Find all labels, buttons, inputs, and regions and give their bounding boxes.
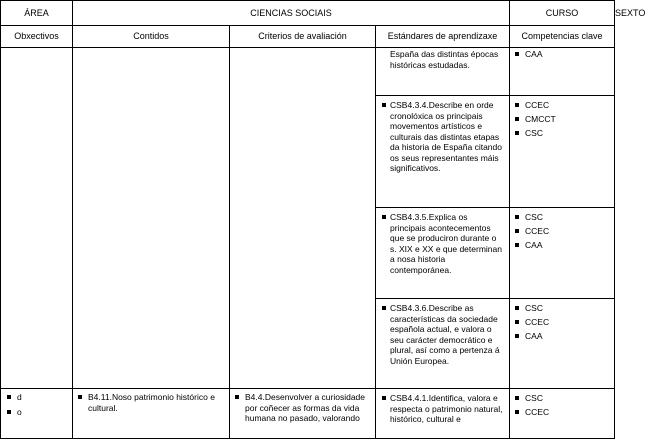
competence-item: CSC bbox=[511, 393, 610, 404]
criteria-cell bbox=[230, 389, 376, 439]
objectives-cell bbox=[1, 389, 73, 439]
competences-cell bbox=[510, 96, 615, 208]
content-text: B4.11.Noso patrimonio histórico e cultural. bbox=[74, 392, 223, 413]
col-competences: Competencias clave bbox=[510, 26, 615, 48]
standard-cell bbox=[376, 299, 510, 389]
standard-cell bbox=[376, 389, 510, 439]
area-label: ÁREA bbox=[1, 1, 73, 26]
table-row bbox=[1, 48, 615, 96]
competence-item: CCEC bbox=[511, 317, 610, 328]
subject-title: CIENCIAS SOCIAIS bbox=[73, 1, 510, 26]
competence-item: CAA bbox=[511, 331, 610, 342]
col-standards: Estándares de aprendizaxe bbox=[376, 26, 510, 48]
standard-text: CSB4.4.1.Identifica, valora e respecta o patrimonio natural, histórico, cultural e bbox=[378, 393, 503, 425]
standard-text: España das distintas épocas históricas estudadas. bbox=[390, 49, 499, 70]
standard-text: CSB4.3.6.Describe as características da sociedade española actual, e valora o seu carácter democrático e plural, así como a pertenza á Unión Europea. bbox=[378, 303, 503, 366]
standard-cell bbox=[376, 208, 510, 299]
competence-item: CAA bbox=[511, 49, 610, 60]
table-row bbox=[1, 389, 615, 439]
standard-cell bbox=[376, 48, 510, 96]
contents-cell-empty bbox=[73, 48, 230, 389]
competence-item: CCEC bbox=[511, 100, 610, 111]
criterion-text: B4.4.Desenvolver a curiosidade por coñecer as formas da vida humana no pasado, valorando bbox=[231, 392, 371, 424]
competences-cell bbox=[510, 299, 615, 389]
standard-text: CSB4.3.5.Explica os principais acontecementos que se produciron durante o s. XIX e XX e que determinan a nosa historia contemporánea. bbox=[378, 212, 503, 275]
competence-item: CSC bbox=[511, 212, 610, 223]
standard-cell bbox=[376, 96, 510, 208]
course-label: CURSO bbox=[510, 1, 615, 26]
competence-item: CCEC bbox=[511, 226, 610, 237]
objective-item: d bbox=[3, 392, 70, 403]
competence-item: CSC bbox=[511, 303, 610, 314]
competences-cell bbox=[510, 389, 615, 439]
column-header-row bbox=[1, 26, 615, 48]
standard-text: CSB4.3.4.Describe en orde cronolóxica os principais movementos artísticos e culturais das distintas etapas da historia de España citando os seus representantes máis significativos. bbox=[378, 100, 503, 174]
competence-item: CCEC bbox=[511, 407, 610, 418]
contents-cell bbox=[73, 389, 230, 439]
objectives-cell-empty bbox=[1, 48, 73, 389]
objective-item: o bbox=[3, 407, 70, 418]
col-criteria: Criterios de avaliación bbox=[230, 26, 376, 48]
competences-cell bbox=[510, 48, 615, 96]
competence-item: CAA bbox=[511, 240, 610, 251]
criteria-cell-empty bbox=[230, 48, 376, 389]
col-objectives: Obxectivos bbox=[1, 26, 73, 48]
header-row: ÁREA CIENCIAS SOCIAIS CURSO SEXTO bbox=[1, 1, 615, 26]
competence-item: CSC bbox=[511, 128, 610, 139]
competences-cell bbox=[510, 208, 615, 299]
competence-item: CMCCT bbox=[511, 114, 610, 125]
col-contents: Contidos bbox=[73, 26, 230, 48]
